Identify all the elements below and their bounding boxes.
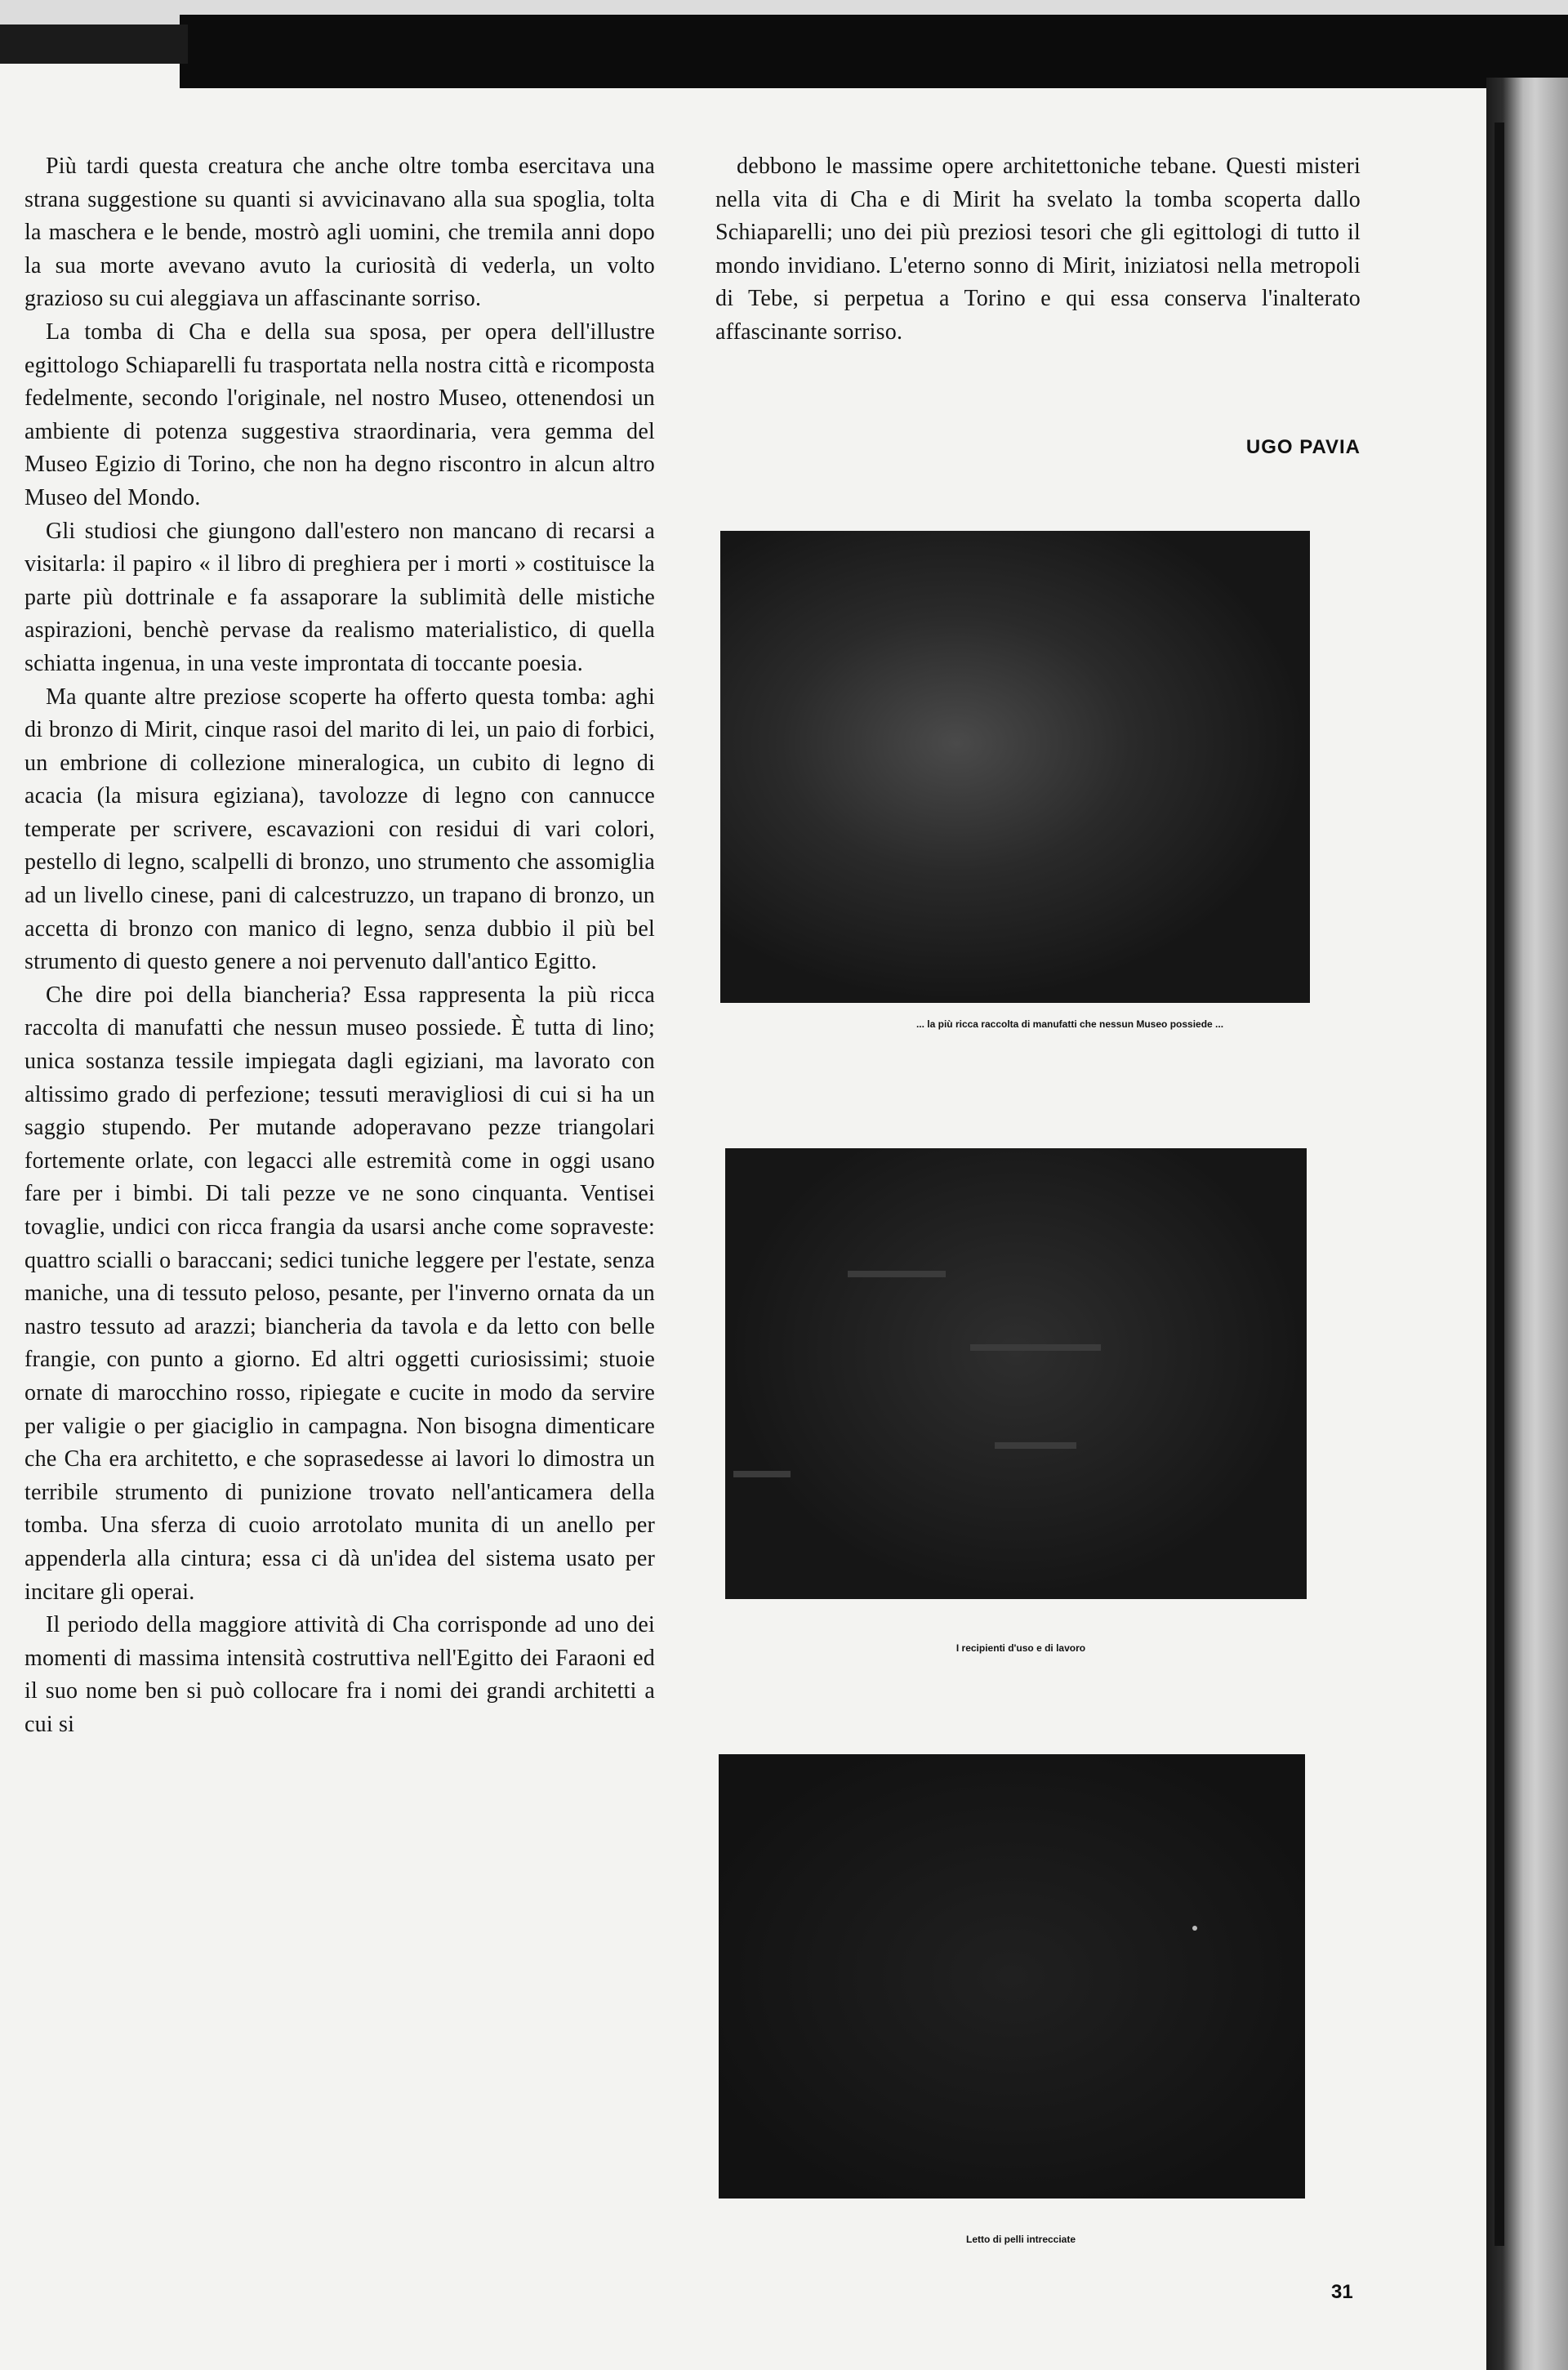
photo-caption: ... la più ricca raccolta di manufatti che nessun Museo possiede ... — [915, 1018, 1224, 1030]
paragraph: Il periodo della maggiore attività di Cha corrisponde ad uno dei momenti di massima intensità costruttiva nell'Egitto dei Faraoni ed il suo nome ben si può collocare fra i nomi dei grandi architetti a cui si — [24, 1612, 655, 1737]
photo-caption: Letto di pelli intrecciate — [965, 2234, 1076, 2245]
shelf-detail — [970, 1344, 1101, 1351]
shelf-detail — [848, 1271, 946, 1277]
photo-speck — [1192, 1926, 1197, 1931]
paragraph: Più tardi questa creatura che anche oltre tomba esercitava una strana suggestione su quanti si avvicinavano alla sua spoglia, tolta la maschera e le bende, mostrò agli uomini, che tremila anni dopo la sua morte avevano avuto la curiosità di vederla, un volto grazioso su cui aleggiava un affascinante sorriso. — [24, 154, 655, 312]
paragraph: Gli studiosi che giungono dall'estero non mancano di recarsi a visitarla: il papiro « il libro di preghiera per i morti » costituisce la parte più dottrinale e fa assaporare la sublimità delle mistiche aspirazioni, benchè pervase da realismo materialistico, di quella schiatta ingenua, in una veste improntata di toccante poesia. — [24, 518, 655, 676]
paragraph: Che dire poi della biancheria? Essa rappresenta la più ricca raccolta di manufatti che nessun museo possiede. È tutta di lino; unica sostanza tessile impiegata dagli egiziani, ma lavorato con altissimo grado di perfezione; tessuti meravigliosi di cui si ha un saggio stupendo. Per mutande adoperavano pezze triangolari fortemente orlate, con legacci alle estremità come in oggi usano fare per i bimbi. Di tali pezze ve ne sono cinquanta. Ventisei tovaglie, undici con ricca frangia da usarsi anche come sopraveste: quattro scialli o baraccani; sedici tuniche leggere per l'estate, senza maniche, una di tessuto peloso, pesante, per l'inverno ornata da un nastro tessuto ad arazzi; biancheria da tavola e da letto con belle frangie, con punto a giorno. Ed altri oggetti curiosissimi; stuoie ornate di marocchino rosso, ripiegate e cucite in modo da servire per valigie o per giaciglio in campagna. Non bisogna dimenticare che Cha era architetto, e che soprasedesse ai lavori lo dimostra un terribile strumento di punizione trovato nell'anticamera della tomba. Una sferza di cuoio arrotolato munita di un anello per appenderla alla cintura; essa ci dà un'idea del sistema usato per incitare gli operai. — [24, 982, 655, 1605]
page-top-shadow — [180, 15, 1568, 88]
photo-linen-collection — [720, 531, 1310, 1003]
article-right-column — [715, 150, 1361, 350]
photo-vessels — [725, 1148, 1307, 1599]
paragraph: Ma quante altre preziose scoperte ha offerto questa tomba: aghi di bronzo di Mirit, cinque rasoi del marito di lei, un paio di forbici, un embrione di collezione mineralogica, un cubito di legno di acacia (la misura egiziana), tavolozze di legno con cannucce temperate per scrivere, escavazioni con residui di vari colori, pestello di legno, scalpelli di bronzo, uno strumento che assomiglia ad un livello cinese, pani di calcestruzzo, un trapano di bronzo, un accetta di bronzo con manico di legno, senza dubbio il più bel strumento di questo genere a noi pervenuto dall'antico Egitto. — [24, 684, 655, 975]
paragraph: La tomba di Cha e della sua sposa, per opera dell'illustre egittologo Schiaparelli fu trasportata nella nostra città e ricomposta fedelmente, secondo l'originale, nel nostro Museo, ottenendosi un ambiente di potenza suggestiva straordinaria, vera gemma del Museo Egizio di Torino, che non ha degno riscontro in alcun altro Museo del Mondo. — [24, 319, 655, 510]
photo-caption: I recipienti d'uso e di lavoro — [956, 1642, 1086, 1654]
shelf-detail — [995, 1442, 1076, 1449]
binding-edge-inner — [1494, 123, 1504, 2246]
page-top-corner — [0, 25, 188, 64]
article-left-column — [24, 150, 655, 1742]
paragraph: debbono le massime opere architettoniche tebane. Questi misteri nella vita di Cha e di Mirit ha svelato la tomba scoperta dallo Schiaparelli; uno dei più preziosi tesori che gli egittologi di tutto il mondo invidiano. L'eterno sonno di Mirit, iniziatosi nella metropoli di Tebe, si perpetua a Torino e qui essa conserva l'inalterato affascinante sorriso. — [715, 154, 1361, 345]
photo-bed — [719, 1754, 1305, 2198]
author-signature: UGO PAVIA — [1245, 436, 1361, 458]
shelf-detail — [733, 1471, 791, 1477]
page-number: 31 — [1331, 2281, 1353, 2303]
